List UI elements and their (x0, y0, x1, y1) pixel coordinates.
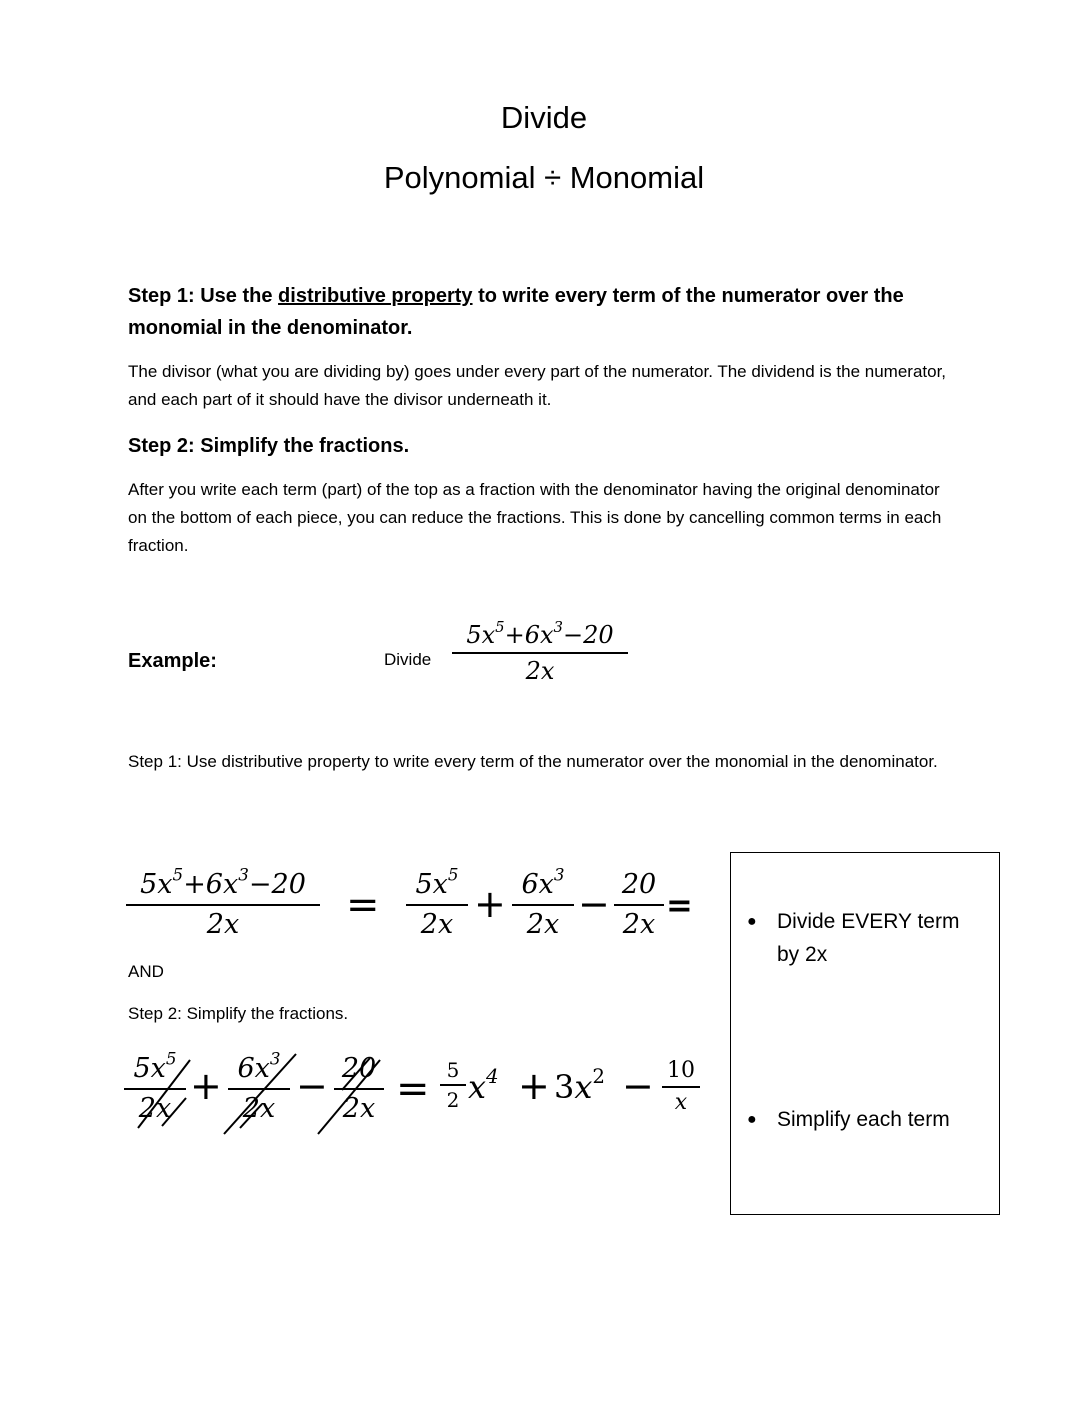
result-frac-denominator: 2 (446, 1088, 460, 1112)
step1-heading-prefix: Step 1: Use the (128, 285, 279, 307)
eq2-result-last-fraction (662, 1056, 700, 1118)
eq2-term1: $5x^5$ 2x (124, 1050, 186, 1128)
tip-text: Simplify each term (777, 1108, 950, 1131)
tip-item (747, 905, 977, 971)
and-label: AND (128, 962, 164, 981)
eq2-term2: $6x^3$ 2x (228, 1050, 290, 1128)
eq1-lhs-denominator: 2x (206, 909, 240, 940)
tips-box (730, 852, 1000, 1215)
eq2-result-x4: $x^4$ (468, 1065, 499, 1106)
step2-text: After you write each term (part) of the top as a fraction with the denominator having the original denominator on the bottom of each piece, you can reduce the fractions. This is done by cancelling common terms in each fraction. (128, 480, 942, 555)
minus-sign: − (296, 1064, 328, 1108)
eq2-result-fraction (440, 1056, 466, 1114)
step1-heading-underlined: distributive property (278, 285, 473, 307)
minus-sign: − (622, 1064, 654, 1108)
plus-sign: + (518, 1064, 550, 1108)
eq1-lhs-numerator: $5x^5+6x^3-20$ (140, 864, 306, 900)
example-step1-text: Step 1: Use distributive property to write every term of the numerator over the monomial in the denominator. (128, 752, 938, 771)
page-subtitle: Polynomial ÷ Monomial (383, 160, 705, 195)
example-step2-text: Step 2: Simplify the fractions. (128, 1004, 349, 1023)
eq1-term2: $6x^3$ 2x (512, 866, 574, 944)
equals-sign: = (666, 886, 693, 924)
page-title: Divide (500, 100, 588, 135)
step2-heading: Step 2: Simplify the fractions. (128, 435, 410, 457)
tip-item (747, 1103, 977, 1136)
minus-sign: − (578, 882, 610, 926)
example-fraction-denominator: 2x (525, 657, 555, 685)
equals-sign: = (346, 882, 380, 928)
bullet-icon: ● (747, 913, 757, 930)
plus-sign: + (474, 882, 506, 926)
equals-sign: = (396, 1066, 430, 1112)
plus-sign: + (190, 1064, 222, 1108)
result-last-denominator: x (674, 1090, 688, 1115)
bullet-icon: ● (747, 1111, 757, 1128)
example-divide-word: Divide (384, 650, 432, 669)
example-fraction-numerator: $5x^5+6x^3-20$ (466, 617, 614, 649)
tip-text: Divide EVERY term by 2x (777, 910, 960, 966)
eq2-result-3x2: $3x^2$ (554, 1065, 606, 1106)
step1-heading-suffix: to write every term of the numerator over the monomial in the denominator. (128, 285, 904, 339)
result-frac-numerator: 5 (446, 1058, 460, 1082)
result-last-numerator: 10 (667, 1058, 695, 1083)
step1-text: The divisor (what you are dividing by) goes under every part of the numerator. The dividend is the numerator, and each part of it should have the divisor underneath it. (128, 362, 947, 409)
eq1-term3: 20 2x (614, 866, 664, 944)
example-label: Example: (128, 650, 217, 672)
eq1-term1: $5x^5$ 2x (406, 866, 468, 944)
eq2-term3: 20 2x (334, 1050, 384, 1128)
